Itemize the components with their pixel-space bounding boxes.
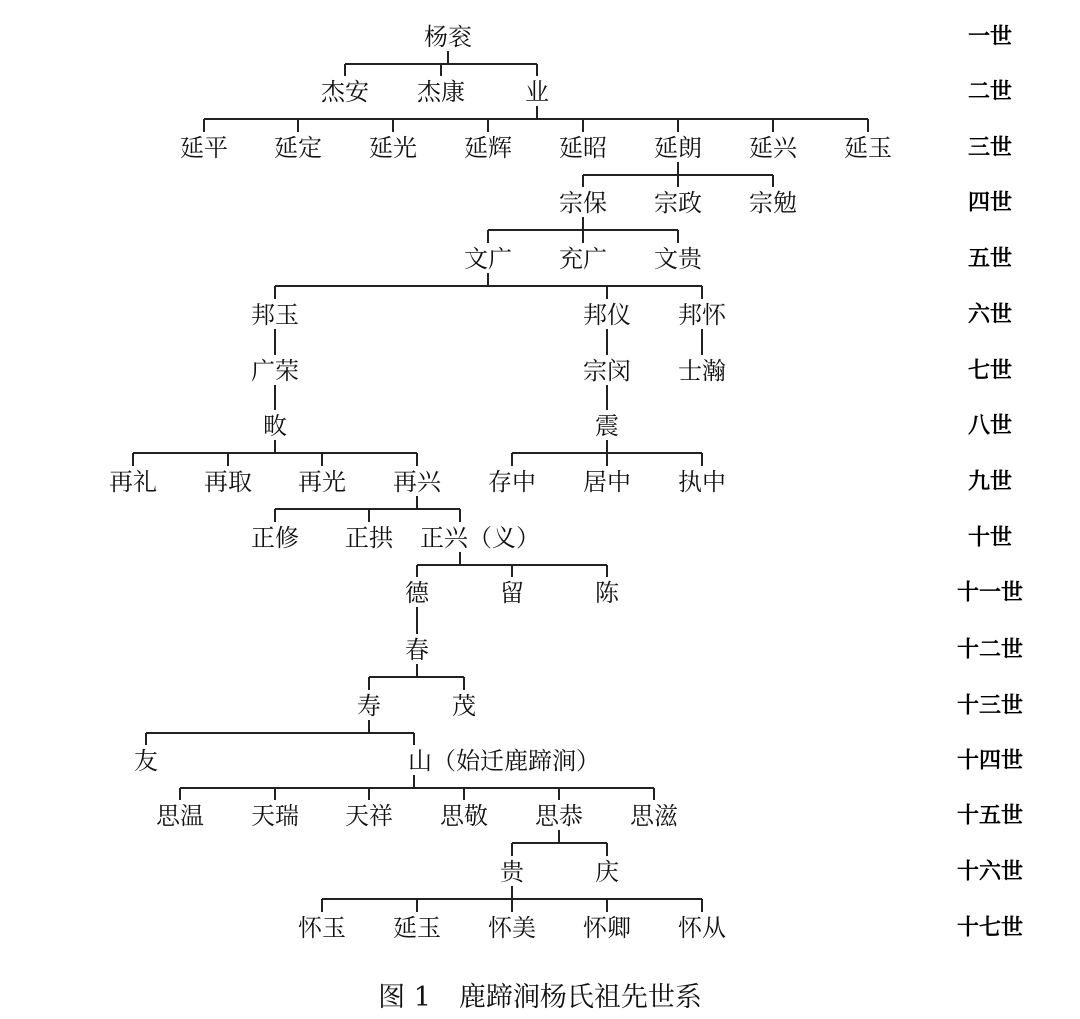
generation-labels (957, 25, 1023, 941)
person-p31: 存中 (488, 468, 536, 496)
generation-label: 十世 (967, 525, 1013, 551)
person-p29: 再光 (298, 468, 346, 496)
caption-number: 图 1 (378, 982, 431, 1013)
person-p21: 邦怀 (678, 301, 726, 329)
person-p09: 延昭 (559, 134, 607, 162)
person-p39: 陈 (595, 579, 619, 607)
person-p17: 充广 (559, 245, 607, 273)
person-p22: 广荣 (251, 357, 299, 385)
person-p28: 再取 (204, 468, 252, 496)
person-p47: 天祥 (345, 802, 393, 830)
person-p27: 再礼 (109, 468, 157, 496)
person-p48: 思敬 (440, 802, 488, 830)
generation-label: 三世 (967, 135, 1013, 161)
generation-label: 一世 (967, 24, 1013, 50)
person-p33: 执中 (678, 468, 726, 496)
generation-label: 五世 (967, 246, 1013, 272)
person-p45: 思温 (156, 802, 204, 830)
person-p40: 春 (405, 636, 429, 664)
person-p57: 怀从 (678, 914, 726, 942)
person-p43: 友 (134, 747, 158, 775)
generation-label: 十三世 (956, 693, 1024, 719)
generation-label: 六世 (967, 302, 1013, 328)
generation-label: 四世 (967, 190, 1013, 216)
generation-label: 十一世 (956, 580, 1024, 606)
person-p15: 宗勉 (749, 189, 797, 217)
generation-label: 十四世 (956, 748, 1024, 774)
person-p38: 留 (500, 579, 524, 607)
generation-label: 十二世 (956, 637, 1024, 663)
person-p51: 贵 (500, 858, 524, 886)
person-p08: 延辉 (464, 134, 512, 162)
person-p34: 正修 (251, 524, 299, 552)
generation-label: 二世 (967, 79, 1013, 105)
person-p53: 怀玉 (298, 914, 346, 942)
tree-nodes (109, 23, 892, 942)
person-p49: 思恭 (535, 802, 583, 830)
generation-label: 十六世 (956, 859, 1024, 885)
generation-label: 九世 (967, 469, 1013, 495)
person-p06: 延定 (274, 134, 322, 162)
person-p04: 业 (525, 78, 549, 106)
caption-text: 鹿蹄涧杨氏祖先世系 (458, 982, 702, 1013)
person-p01: 杨衮 (424, 23, 472, 51)
person-p35: 正拱 (345, 524, 393, 552)
person-p13: 宗保 (559, 189, 607, 217)
person-p54: 延玉 (393, 914, 441, 942)
person-p16: 文广 (464, 245, 512, 273)
generation-label: 七世 (967, 358, 1013, 384)
person-p10: 延朗 (654, 134, 702, 162)
person-p05: 延平 (180, 134, 228, 162)
person-p26: 震 (595, 412, 619, 440)
person-p20: 邦仪 (583, 301, 631, 329)
person-p02: 杰安 (321, 78, 369, 106)
person-p50: 思滋 (630, 802, 678, 830)
person-p11: 延兴 (749, 134, 797, 162)
person-p07: 延光 (369, 134, 417, 162)
person-p55: 怀美 (488, 914, 536, 942)
person-p19: 邦玉 (251, 301, 299, 329)
person-p37: 德 (405, 579, 429, 607)
person-p41: 寿 (357, 692, 381, 720)
person-p42: 茂 (452, 692, 476, 720)
person-p44: 山（始迁鹿蹄涧） (408, 747, 600, 775)
person-p52: 庆 (595, 858, 619, 886)
person-p36: 正兴（义） (420, 524, 540, 552)
person-p18: 文贵 (654, 245, 702, 273)
person-p23: 宗闵 (583, 357, 631, 385)
person-p25: 畋 (263, 412, 287, 440)
figure-caption (0, 975, 1080, 1014)
person-p30: 再兴 (393, 468, 441, 496)
person-p12: 延玉 (844, 134, 892, 162)
person-p03: 杰康 (417, 78, 465, 106)
person-p56: 怀卿 (583, 914, 631, 942)
person-p46: 天瑞 (251, 802, 299, 830)
person-p32: 居中 (583, 468, 631, 496)
person-p14: 宗政 (654, 189, 702, 217)
generation-label: 八世 (967, 413, 1013, 439)
generation-label: 十五世 (956, 803, 1024, 829)
generation-label: 十七世 (956, 915, 1024, 941)
person-p24: 士瀚 (678, 357, 726, 385)
